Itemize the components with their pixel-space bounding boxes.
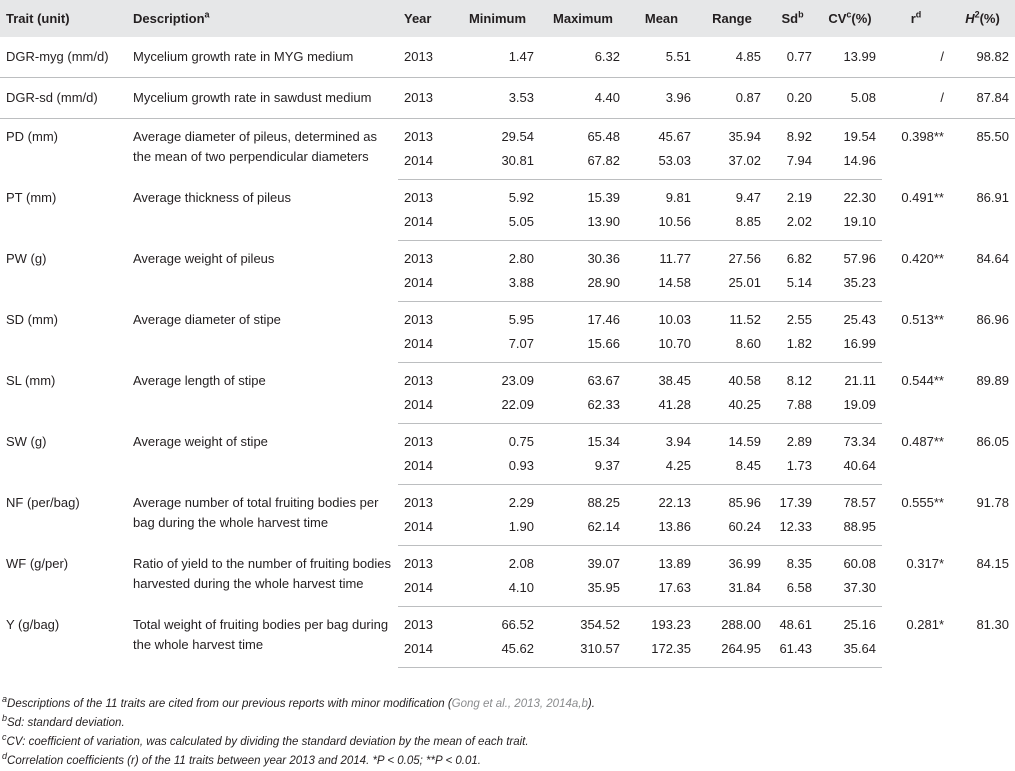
cell-range: 40.25 bbox=[697, 393, 767, 424]
cell-sd: 8.92 bbox=[786, 129, 812, 144]
cell-h2: 86.96 bbox=[976, 311, 1009, 327]
cell-maximum: 63.67 bbox=[587, 373, 620, 388]
cell-description: Mycelium growth rate in sawdust medium bbox=[127, 78, 398, 119]
cell-r: 0.317* bbox=[906, 555, 944, 571]
cell-range: 40.58 bbox=[728, 373, 761, 388]
cell-r: 0.491** bbox=[901, 189, 944, 205]
cell-year: 2014 bbox=[398, 637, 455, 668]
cell-trait: PD (mm) bbox=[6, 129, 58, 144]
cell-description: Average weight of pileus bbox=[133, 250, 275, 266]
cell-r: / bbox=[882, 37, 950, 78]
cell-r: 0.420** bbox=[901, 250, 944, 266]
cell-cv: 21.11 bbox=[844, 373, 876, 388]
cell-maximum: 6.32 bbox=[540, 37, 626, 78]
table-row bbox=[0, 302, 1015, 333]
cell-sd: 12.33 bbox=[767, 515, 818, 546]
cell-cv: 19.54 bbox=[843, 129, 876, 144]
cell-range: 60.24 bbox=[697, 515, 767, 546]
cell-mean: 41.28 bbox=[626, 393, 697, 424]
cell-sd: 5.14 bbox=[767, 271, 818, 302]
cell-trait: SD (mm) bbox=[6, 311, 58, 327]
cell-cv: 22.30 bbox=[843, 190, 876, 205]
cell-cv: 40.64 bbox=[818, 454, 882, 485]
cell-cv: 16.99 bbox=[818, 332, 882, 363]
table-row bbox=[0, 241, 1015, 272]
cell-sd: 0.77 bbox=[767, 37, 818, 78]
header-h2: $H^2(\%)$ bbox=[965, 9, 1000, 26]
cell-sd: 48.61 bbox=[779, 617, 812, 632]
cell-cv: 88.95 bbox=[818, 515, 882, 546]
cell-range: 31.84 bbox=[697, 576, 767, 607]
cell-cv: 57.96 bbox=[843, 251, 876, 266]
cell-year: 2014 bbox=[398, 149, 455, 180]
cell-mean: 193.23 bbox=[651, 617, 691, 632]
cell-trait: Y (g/bag) bbox=[6, 616, 60, 632]
cell-year: 2013 bbox=[404, 617, 433, 632]
cell-h2: 84.15 bbox=[976, 555, 1009, 571]
cell-sd: 1.82 bbox=[767, 332, 818, 363]
cell-h2: 84.64 bbox=[976, 250, 1009, 266]
footnote-d: $^d$Correlation coefficients (r) of the 11 traits between year 2013 and 2014. *P < 0.05; **P < 0.01. bbox=[2, 751, 481, 767]
cell-trait: PW (g) bbox=[6, 250, 47, 266]
cell-sd: 17.39 bbox=[779, 495, 812, 510]
cell-minimum: 29.54 bbox=[501, 129, 534, 144]
cell-maximum: 9.37 bbox=[540, 454, 626, 485]
cell-maximum: 354.52 bbox=[580, 617, 620, 632]
cell-range: 14.59 bbox=[728, 434, 761, 449]
cell-minimum: 2.08 bbox=[508, 556, 534, 571]
header-r: $r^d$ bbox=[910, 9, 922, 26]
cell-r: 0.281* bbox=[906, 616, 944, 632]
cell-year: 2013 bbox=[398, 78, 455, 119]
header-mean: Mean bbox=[644, 11, 679, 26]
cell-cv: 37.30 bbox=[818, 576, 882, 607]
cell-mean: 3.94 bbox=[665, 434, 691, 449]
header-cv: $CV^c(\%)$ bbox=[828, 9, 872, 26]
cell-maximum: 67.82 bbox=[540, 149, 626, 180]
cell-r: 0.487** bbox=[901, 433, 944, 449]
cell-range: 37.02 bbox=[697, 149, 767, 180]
cell-cv: 60.08 bbox=[843, 556, 876, 571]
cell-minimum: 5.05 bbox=[455, 210, 540, 241]
cell-year: 2013 bbox=[404, 556, 433, 571]
cell-maximum: 65.48 bbox=[587, 129, 620, 144]
cell-trait: DGR-sd (mm/d) bbox=[0, 78, 127, 119]
cell-cv: 19.10 bbox=[818, 210, 882, 241]
cell-year: 2013 bbox=[404, 495, 433, 510]
cell-trait: SL (mm) bbox=[6, 372, 56, 388]
cell-sd: 7.88 bbox=[767, 393, 818, 424]
table-row bbox=[0, 180, 1015, 211]
cell-minimum: 30.81 bbox=[455, 149, 540, 180]
header-range: Range bbox=[712, 11, 752, 26]
cell-description: Average thickness of pileus bbox=[133, 189, 292, 205]
cell-range: 8.60 bbox=[697, 332, 767, 363]
cell-minimum: 1.90 bbox=[455, 515, 540, 546]
header-minimum: Minimum bbox=[468, 11, 527, 26]
cell-maximum: 15.66 bbox=[540, 332, 626, 363]
header-trait: Trait (unit) bbox=[6, 11, 70, 26]
cell-year: 2013 bbox=[398, 37, 455, 78]
cell-year: 2013 bbox=[404, 251, 433, 266]
cell-maximum: 39.07 bbox=[587, 556, 620, 571]
cell-description: Average diameter of stipe bbox=[133, 311, 281, 327]
cell-year: 2014 bbox=[398, 271, 455, 302]
cell-sd: 0.20 bbox=[767, 78, 818, 119]
cell-minimum: 1.47 bbox=[455, 37, 540, 78]
cell-description: Average length of stipe bbox=[133, 372, 266, 388]
cell-maximum: 88.25 bbox=[587, 495, 620, 510]
table-row bbox=[0, 485, 1015, 516]
cell-range: 11.52 bbox=[729, 312, 761, 327]
cell-description: Ratio of yield to the number of fruiting bodies harvested during the whole harvest time bbox=[133, 555, 391, 591]
cell-minimum: 2.29 bbox=[508, 495, 534, 510]
header-description: Description$^a$ bbox=[133, 9, 210, 26]
table-header-row bbox=[0, 0, 1015, 37]
cell-maximum: 62.14 bbox=[540, 515, 626, 546]
cell-year: 2013 bbox=[404, 312, 433, 327]
cell-r: / bbox=[882, 78, 950, 119]
cell-h2: 81.30 bbox=[976, 616, 1009, 632]
cell-maximum: 15.39 bbox=[587, 190, 620, 205]
cell-mean: 10.56 bbox=[626, 210, 697, 241]
cell-minimum: 2.80 bbox=[508, 251, 534, 266]
cell-mean: 17.63 bbox=[626, 576, 697, 607]
cell-mean: 53.03 bbox=[626, 149, 697, 180]
cell-cv: 73.34 bbox=[843, 434, 876, 449]
cell-sd: 2.55 bbox=[786, 312, 812, 327]
cell-mean: 3.96 bbox=[626, 78, 697, 119]
cell-h2: 89.89 bbox=[976, 372, 1009, 388]
cell-mean: 10.70 bbox=[626, 332, 697, 363]
footnote-b: $^b$Sd: standard deviation. bbox=[2, 713, 125, 729]
cell-cv: 78.57 bbox=[843, 495, 876, 510]
cell-cv: 13.99 bbox=[818, 37, 882, 78]
cell-year: 2014 bbox=[398, 210, 455, 241]
cell-range: 8.45 bbox=[697, 454, 767, 485]
header-year: Year bbox=[404, 11, 432, 26]
cell-mean: 11.77 bbox=[659, 251, 691, 266]
reference-link[interactable]: Gong et al., 2013, 2014a,b bbox=[451, 698, 588, 710]
cell-mean: 45.67 bbox=[658, 129, 691, 144]
cell-range: 27.56 bbox=[728, 251, 761, 266]
cell-minimum: 5.95 bbox=[508, 312, 534, 327]
cell-mean: 4.25 bbox=[626, 454, 697, 485]
table-row bbox=[0, 119, 1015, 150]
cell-range: 9.47 bbox=[735, 190, 761, 205]
cell-range: 36.99 bbox=[728, 556, 761, 571]
cell-cv: 35.64 bbox=[818, 637, 882, 668]
cell-cv: 25.16 bbox=[843, 617, 876, 632]
cell-cv: 35.23 bbox=[818, 271, 882, 302]
cell-mean: 5.51 bbox=[626, 37, 697, 78]
cell-year: 2014 bbox=[398, 393, 455, 424]
cell-cv: 5.08 bbox=[818, 78, 882, 119]
cell-maximum: 13.90 bbox=[540, 210, 626, 241]
table-row bbox=[0, 546, 1015, 577]
cell-description: Total weight of fruiting bodies per bag during the whole harvest time bbox=[133, 616, 389, 652]
cell-range: 85.96 bbox=[728, 495, 761, 510]
cell-trait: WF (g/per) bbox=[6, 555, 69, 571]
cell-minimum: 3.53 bbox=[455, 78, 540, 119]
cell-minimum: 3.88 bbox=[455, 271, 540, 302]
cell-sd: 2.89 bbox=[786, 434, 812, 449]
cell-range: 8.85 bbox=[697, 210, 767, 241]
table-row bbox=[0, 78, 1015, 119]
cell-minimum: 45.62 bbox=[455, 637, 540, 668]
cell-h2: 86.05 bbox=[976, 433, 1009, 449]
cell-mean: 9.81 bbox=[665, 190, 691, 205]
cell-description: Average diameter of pileus, determined as the mean of two perpendicular diameters bbox=[133, 129, 378, 164]
cell-sd: 61.43 bbox=[767, 637, 818, 668]
cell-range: 25.01 bbox=[697, 271, 767, 302]
cell-year: 2014 bbox=[398, 454, 455, 485]
table-body bbox=[0, 37, 1015, 668]
cell-minimum: 66.52 bbox=[501, 617, 534, 632]
cell-minimum: 0.93 bbox=[455, 454, 540, 485]
cell-sd: 8.35 bbox=[786, 556, 812, 571]
table-row bbox=[0, 363, 1015, 394]
cell-sd: 8.12 bbox=[786, 373, 812, 388]
cell-minimum: 7.07 bbox=[455, 332, 540, 363]
cell-year: 2013 bbox=[404, 129, 433, 144]
cell-h2: 87.84 bbox=[950, 78, 1015, 119]
cell-h2: 85.50 bbox=[976, 129, 1009, 144]
footnote-c: $^c$CV: coefficient of variation, was calculated by dividing the standard deviation by the mean of each trait. bbox=[2, 732, 529, 748]
cell-trait: DGR-myg (mm/d) bbox=[0, 37, 127, 78]
cell-mean: 14.58 bbox=[626, 271, 697, 302]
cell-h2: 86.91 bbox=[976, 189, 1009, 205]
footnotes bbox=[0, 695, 1015, 771]
cell-minimum: 22.09 bbox=[455, 393, 540, 424]
cell-sd: 2.19 bbox=[786, 190, 812, 205]
cell-sd: 1.73 bbox=[767, 454, 818, 485]
cell-description: Mycelium growth rate in MYG medium bbox=[127, 37, 398, 78]
cell-trait: NF (per/bag) bbox=[6, 494, 80, 510]
cell-r: 0.544** bbox=[901, 372, 944, 388]
cell-r: 0.398** bbox=[901, 129, 944, 144]
cell-mean: 13.86 bbox=[626, 515, 697, 546]
cell-year: 2014 bbox=[398, 332, 455, 363]
cell-year: 2014 bbox=[398, 515, 455, 546]
cell-r: 0.555** bbox=[901, 494, 944, 510]
cell-sd: 6.82 bbox=[786, 251, 812, 266]
cell-maximum: 30.36 bbox=[587, 251, 620, 266]
table-row bbox=[0, 37, 1015, 78]
cell-year: 2014 bbox=[398, 576, 455, 607]
cell-mean: 22.13 bbox=[658, 495, 691, 510]
cell-sd: 7.94 bbox=[767, 149, 818, 180]
table-row bbox=[0, 607, 1015, 638]
cell-range: 288.00 bbox=[721, 617, 761, 632]
cell-cv: 25.43 bbox=[843, 312, 876, 327]
cell-maximum: 310.57 bbox=[540, 637, 626, 668]
cell-maximum: 17.46 bbox=[587, 312, 620, 327]
cell-maximum: 15.34 bbox=[587, 434, 620, 449]
cell-trait: PT (mm) bbox=[6, 189, 57, 205]
cell-description: Average number of total fruiting bodies per bag during the whole harvest time bbox=[133, 494, 379, 530]
cell-range: 0.87 bbox=[697, 78, 767, 119]
cell-minimum: 4.10 bbox=[455, 576, 540, 607]
cell-maximum: 28.90 bbox=[540, 271, 626, 302]
cell-range: 35.94 bbox=[728, 129, 761, 144]
cell-cv: 19.09 bbox=[818, 393, 882, 424]
cell-mean: 13.89 bbox=[658, 556, 691, 571]
cell-sd: 6.58 bbox=[767, 576, 818, 607]
cell-minimum: 5.92 bbox=[508, 190, 534, 205]
cell-mean: 38.45 bbox=[658, 373, 691, 388]
cell-mean: 10.03 bbox=[658, 312, 691, 327]
cell-year: 2013 bbox=[404, 373, 433, 388]
header-sd: Sd$^b$ bbox=[781, 9, 804, 26]
cell-r: 0.513** bbox=[901, 311, 944, 327]
cell-minimum: 0.75 bbox=[508, 434, 534, 449]
cell-cv: 14.96 bbox=[818, 149, 882, 180]
header-maximum: Maximum bbox=[553, 11, 613, 26]
cell-minimum: 23.09 bbox=[501, 373, 534, 388]
cell-h2: 98.82 bbox=[950, 37, 1015, 78]
table-row bbox=[0, 424, 1015, 455]
cell-sd: 2.02 bbox=[767, 210, 818, 241]
cell-year: 2013 bbox=[404, 190, 433, 205]
cell-maximum: 4.40 bbox=[540, 78, 626, 119]
cell-range: 4.85 bbox=[697, 37, 767, 78]
cell-description: Average weight of stipe bbox=[133, 433, 268, 449]
cell-year: 2013 bbox=[404, 434, 433, 449]
cell-trait: SW (g) bbox=[6, 433, 47, 449]
cell-mean: 172.35 bbox=[626, 637, 697, 668]
cell-maximum: 62.33 bbox=[540, 393, 626, 424]
cell-maximum: 35.95 bbox=[540, 576, 626, 607]
footnote-a: $^a$Descriptions of the 11 traits are cited from our previous reports with minor modification (Gong et al., 2013, 2014a,b). bbox=[2, 694, 595, 710]
cell-range: 264.95 bbox=[697, 637, 767, 668]
cell-h2: 91.78 bbox=[976, 494, 1009, 510]
